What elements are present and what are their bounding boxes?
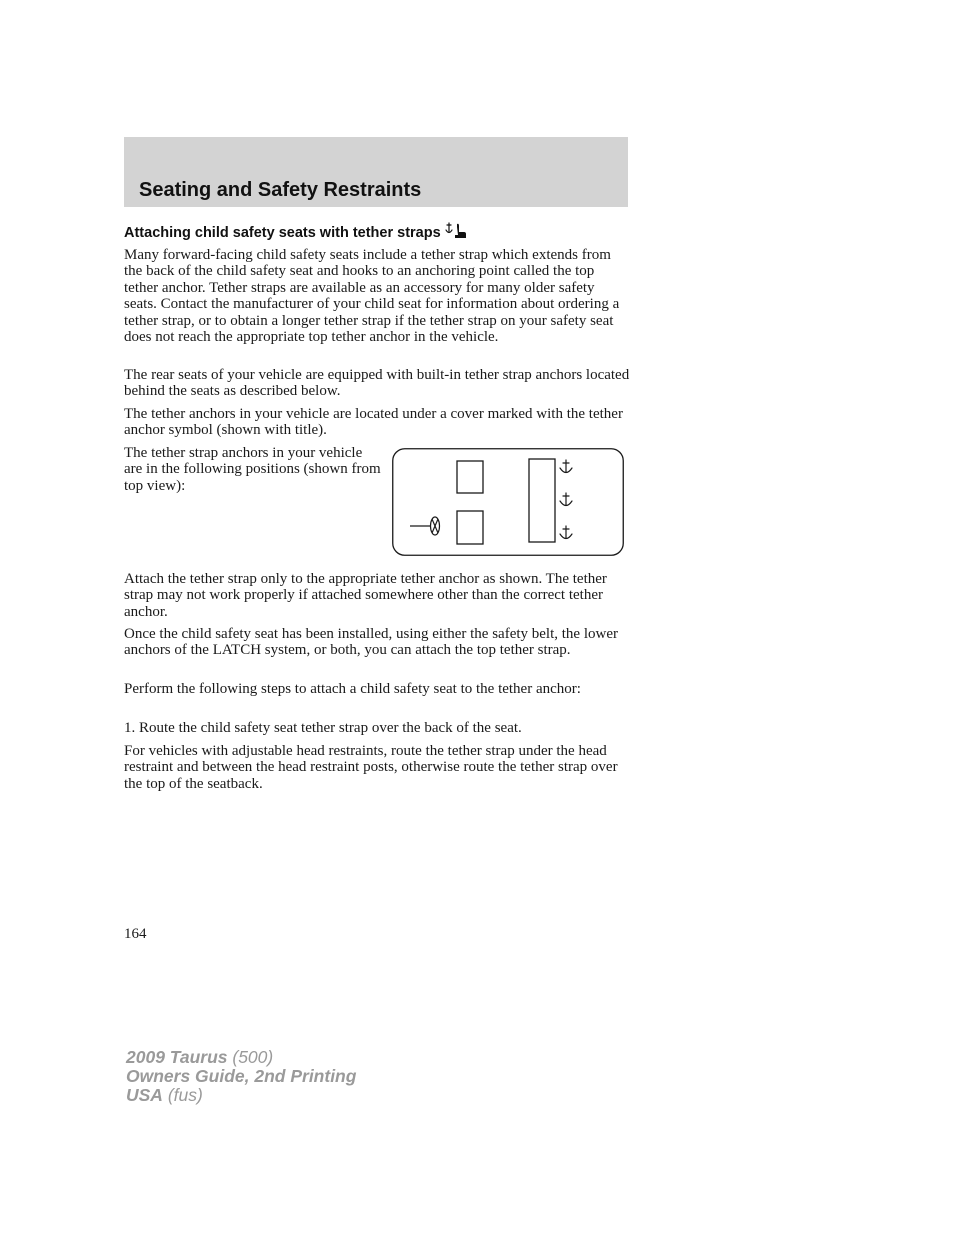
- anchor-icon-top: [560, 460, 572, 473]
- tether-anchor-position-diagram: [392, 448, 624, 556]
- steering-wheel-icon: [410, 517, 440, 535]
- tether-anchor-symbol-icon: [445, 222, 467, 240]
- section-header-band: [124, 137, 628, 207]
- diagram-frame: [393, 449, 624, 556]
- footer-guide: Owners Guide, 2nd Printing: [126, 1066, 357, 1086]
- page-number: 164: [124, 926, 147, 942]
- paragraph-perform-steps: Perform the following steps to attach a child safety seat to the tether anchor:: [124, 681, 581, 697]
- footer-market: USA: [126, 1085, 163, 1105]
- document-footer: [126, 1048, 356, 1105]
- paragraph-attach-warning: Attach the tether strap only to the appropriate tether anchor as shown. The tether strap may not work properly if attached somewhere other than the correct tether anchor.: [124, 571, 607, 620]
- footer-model: 2009 Taurus: [126, 1047, 228, 1067]
- step-1: 1. Route the child safety seat tether strap over the back of the seat.: [124, 720, 522, 736]
- footer-model-code: (500): [227, 1047, 274, 1067]
- front-seat-left: [457, 511, 483, 544]
- heading-text: Attaching child safety seats with tether straps: [124, 225, 441, 241]
- paragraph-head-restraints: For vehicles with adjustable head restraints, route the tether strap under the head restraint and between the head restraint posts, otherwise route the tether strap over the top of the seatback.: [124, 743, 618, 792]
- paragraph-once-installed: Once the child safety seat has been installed, using either the safety belt, the lower anchors of the LATCH system, or both, you can attach the top tether strap.: [124, 626, 618, 659]
- section-title: Seating and Safety Restraints: [139, 179, 422, 201]
- subsection-heading: [124, 222, 634, 241]
- footer-market-code: (fus): [162, 1085, 203, 1105]
- paragraph-tether-intro: Many forward-facing child safety seats include a tether strap which extends from the back of the child safety seat and hooks to an anchoring point called the top tether anchor. Tether straps are available as an accessory for many older safety seats. Contact the manufacturer of your child seat for information about ordering a tether strap, or to obtain a longer tether strap if the tether strap on your safety seat does not reach the appropriate top tether anchor in the vehicle.: [124, 247, 620, 346]
- rear-seat: [529, 459, 555, 542]
- front-seat-right: [457, 461, 483, 493]
- paragraph-anchor-cover: The tether anchors in your vehicle are located under a cover marked with the tether anchor symbol (shown with title).: [124, 406, 623, 439]
- paragraph-rear-seats: The rear seats of your vehicle are equipped with built-in tether strap anchors located behind the seats as described below.: [124, 367, 630, 400]
- anchor-icon-bottom: [560, 526, 572, 539]
- anchor-icon-middle: [560, 493, 572, 506]
- paragraph-anchor-positions: The tether strap anchors in your vehicle are in the following positions (shown from top view):: [124, 445, 381, 494]
